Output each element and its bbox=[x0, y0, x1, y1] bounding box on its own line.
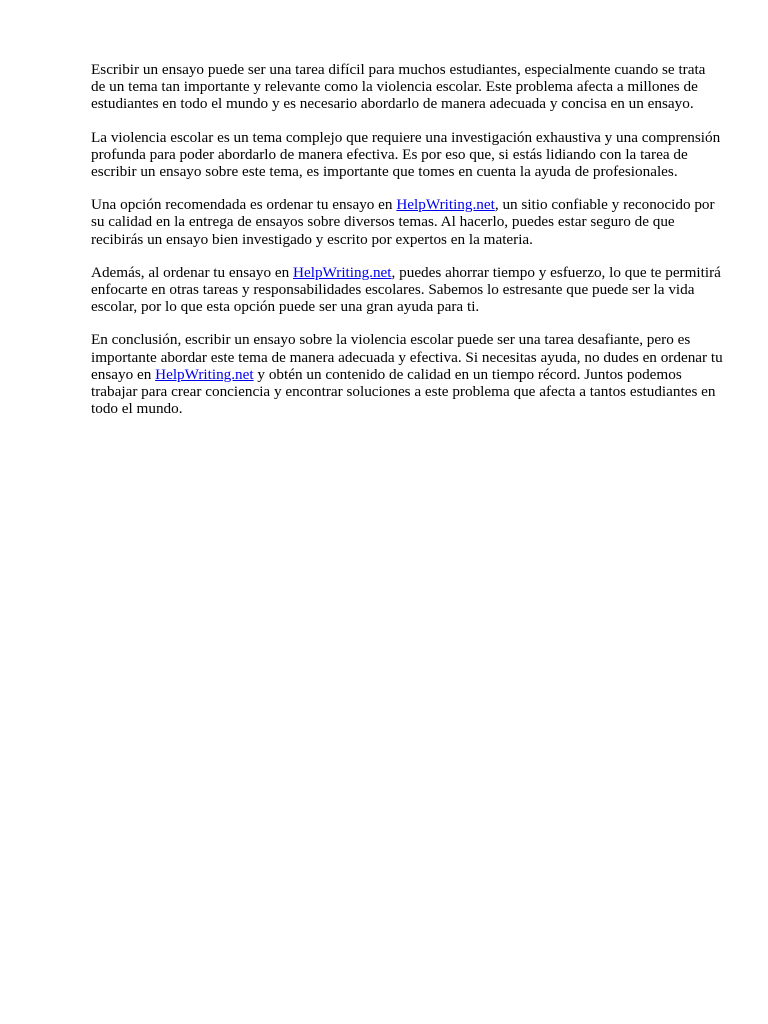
helpwriting-link[interactable]: HelpWriting.net bbox=[155, 365, 254, 383]
paragraph-text: Una opción recomendada es ordenar tu ensayo en bbox=[91, 196, 397, 214]
paragraph-benefits bbox=[91, 264, 723, 316]
document-page bbox=[91, 61, 723, 433]
paragraph-text: , un sitio confiable y reconocido por su calidad en la entrega de ensayos sobre diversos temas. Al hacerlo, puedes estar seguro de que recibirás un ensayo bien investigado y escrito por expertos en la materia. bbox=[91, 196, 715, 248]
paragraph-text: En conclusión, escribir un ensayo sobre la violencia escolar puede ser una tarea desafiante, pero es importante abordar este tema de manera adecuada y efectiva. Si necesitas ayuda, no dudes en ordenar tu ensayo en bbox=[91, 331, 723, 383]
paragraph-complexity: La violencia escolar es un tema complejo que requiere una investigación exhaustiva y una comprensión profunda para poder abordarlo de manera efectiva. Es por eso que, si estás lidiando con la tarea de escribir un ensayo sobre este tema, es importante que tomes en cuenta la ayuda de profesionales. bbox=[91, 128, 721, 181]
paragraph-recommendation bbox=[91, 196, 723, 248]
helpwriting-link[interactable]: HelpWriting.net bbox=[293, 263, 392, 281]
paragraph-text: Además, al ordenar tu ensayo en bbox=[91, 263, 294, 281]
paragraph-text: , puedes ahorrar tiempo y esfuerzo, lo que te permitirá enfocarte en otras tareas y responsabilidades escolares. Sabemos lo estresante que puede ser la vida escolar, por lo que esta opción puede ser una gran ayuda para ti. bbox=[91, 263, 721, 316]
paragraph-conclusion bbox=[91, 331, 723, 417]
paragraph-text: y obtén un contenido de calidad en un tiempo récord. Juntos podemos trabajar para crear conciencia y encontrar soluciones a este problema que afecta a tantos estudiantes en todo el mundo. bbox=[91, 365, 716, 418]
paragraph-intro: Escribir un ensayo puede ser una tarea difícil para muchos estudiantes, especialmente cuando se trata de un tema tan importante y relevante como la violencia escolar. Este problema afecta a millones de estudiantes en todo el mundo y es necesario abordarlo de manera adecuada y concisa en un ensayo. bbox=[91, 61, 706, 113]
helpwriting-link[interactable]: HelpWriting.net bbox=[396, 196, 495, 214]
